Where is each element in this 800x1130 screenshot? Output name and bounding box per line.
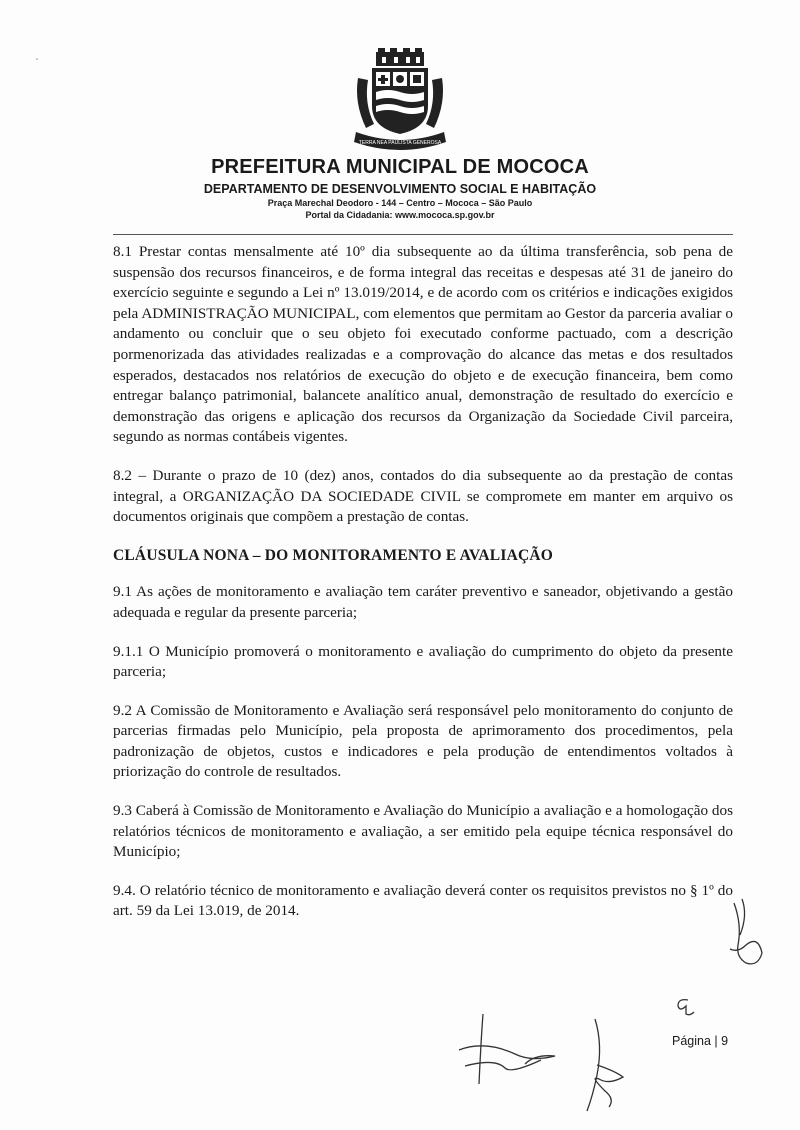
header-divider bbox=[113, 234, 733, 235]
svg-text:TERRA NEA PAULISTA GENEROSA: TERRA NEA PAULISTA GENEROSA bbox=[358, 140, 442, 146]
document-body bbox=[113, 242, 733, 940]
letterhead-portal: Portal da Cidadania: www.mococa.sp.gov.br bbox=[305, 210, 495, 220]
paragraph-9-2: 9.2 A Comissão de Monitoramento e Avaliação será responsável pelo monitoramento do conjunto de parcerias firmadas pelo Município, pela proposta de aprimoramento dos procedimentos, pela padronização de objetos, custos e indicadores e pela produção de entendimentos voltados à priorização do controle de resultados. bbox=[113, 701, 733, 781]
paragraph-9-4: 9.4. O relatório técnico de monitoramento e avaliação deverá conter os requisitos previstos no § 1º do art. 59 da Lei 13.019, de 2014. bbox=[113, 881, 733, 920]
paragraph-8-1: 8.1 Prestar contas mensalmente até 10º dia subsequente ao da última transferência, sob pena de suspensão dos recursos financeiros, e de forma integral das receitas e despesas até 31 de janeiro do exercício seguinte e segundo a Lei nº 13.019/2014, e de acordo com os critérios e indicações exigidos pela ADMINISTRAÇÃO MUNICIPAL, com elementos que permitam ao Gestor da parceria avaliar o andamento ou concluir que o seu objeto foi executado conforme pactuado, com a descrição pormenorizada das atividades realizadas e a comprovação do alcance das metas e dos resultados esperados, destacados nos relatórios de execução do objeto e de execução financeira, bem como entregar balanço patrimonial, balancete analítico anual, demonstração de resultado do exercício e demonstração das origens e aplicação dos recursos da Organização da Sociedade Civil parceira, segundo as normas contábeis vigentes. bbox=[113, 243, 733, 446]
letterhead bbox=[0, 48, 800, 220]
section-heading: CLÁUSULA NONA – DO MONITORAMENTO E AVALIAÇÃO bbox=[113, 546, 554, 564]
letterhead-department: DEPARTAMENTO DE DESENVOLVIMENTO SOCIAL E HABITAÇÃO bbox=[203, 182, 597, 196]
letterhead-address: Praça Marechal Deodoro - 144 – Centro – Mococa – São Paulo bbox=[267, 198, 533, 208]
paragraph-9-1-1: 9.1.1 O Município promoverá o monitoramento e avaliação do cumprimento do objeto da presente parceria; bbox=[113, 642, 733, 681]
signature-2 bbox=[575, 1015, 635, 1115]
margin-signature bbox=[728, 895, 768, 975]
letterhead-title: PREFEITURA MUNICIPAL DE MOCOCA bbox=[211, 156, 589, 178]
signature-1 bbox=[455, 1010, 565, 1090]
page-number: Página | 9 bbox=[672, 1034, 729, 1048]
municipal-crest-icon bbox=[350, 48, 450, 152]
paragraph-8-2: 8.2 – Durante o prazo de 10 (dez) anos, contados do dia subsequente ao da prestação de contas integral, a ORGANIZAÇÃO DA SOCIEDADE CIVIL se compromete em manter em arquivo os documentos originais que compõem a prestação de contas. bbox=[113, 466, 733, 526]
paragraph-9-3: 9.3 Caberá à Comissão de Monitoramento e Avaliação do Município a avaliação e a homologação dos relatórios técnicos de monitoramento e avaliação, a ser emitido pela equipe técnica responsável do Município; bbox=[113, 802, 733, 861]
paragraph-9-1: 9.1 As ações de monitoramento e avaliação tem caráter preventivo e saneador, objetivando a gestão adequada e regular da presente parceria; bbox=[113, 583, 733, 621]
page-initial bbox=[672, 994, 698, 1020]
